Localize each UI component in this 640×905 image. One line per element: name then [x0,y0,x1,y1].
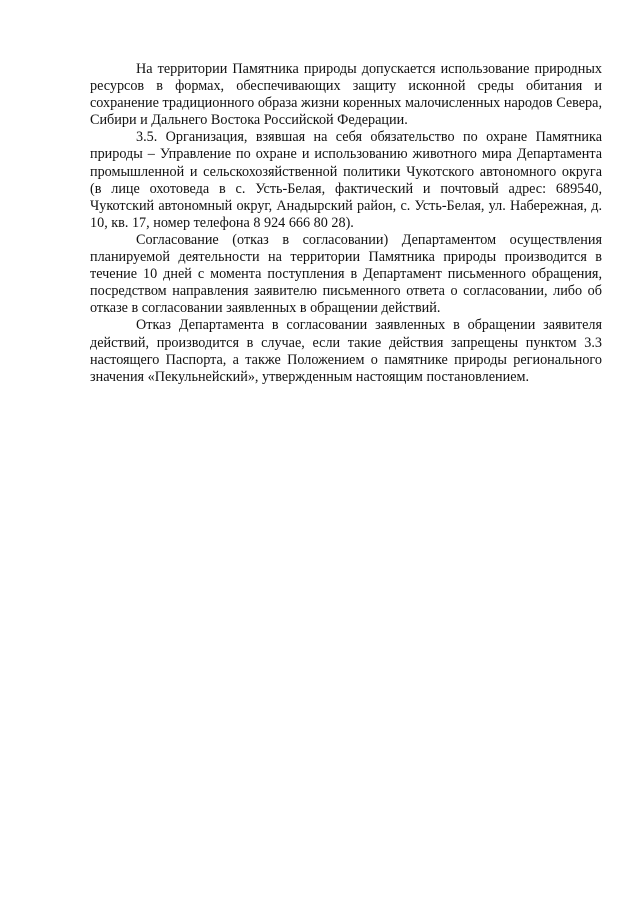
paragraph-approval-procedure: Согласование (отказ в согласовании) Департаментом осуществления планируемой деятельности на территории Памятника природы производится в течение 10 дней с момента поступления в Департамент письменного обращения, посредством направления заявителю письменного ответа о согласовании, либо об отказе в согласовании заявленных в обращении действий. [90,231,602,317]
paragraph-3-5-organization: 3.5. Организация, взявшая на себя обязательство по охране Памятника природы – Управление по охране и использованию животного мира Департамента промышленной и сельскохозяйственной политики Чукотского автономного округа (в лице охотоведа в с. Усть-Белая, фактический и почтовый адрес: 689540, Чукотский автономный округ, Анадырский район, с. Усть-Белая, ул. Набережная, д. 10, кв. 17, номер телефона 8 924 666 80 28). [90,129,602,231]
document-body [90,61,602,386]
paragraph-resource-use: На территории Памятника природы допускается использование природных ресурсов в формах, обеспечивающих защиту исконной среды обитания и сохранение традиционного образа жизни коренных малочисленных народов Севера, Сибири и Дальнего Востока Российской Федерации. [90,61,602,129]
paragraph-refusal-conditions: Отказ Департамента в согласовании заявленных в обращении заявителя действий, производится в случае, если такие действия запрещены пунктом 3.3 настоящего Паспорта, а также Положением о памятнике природы регионального значения «Пекульнейский», утвержденным настоящим постановлением. [90,317,602,385]
